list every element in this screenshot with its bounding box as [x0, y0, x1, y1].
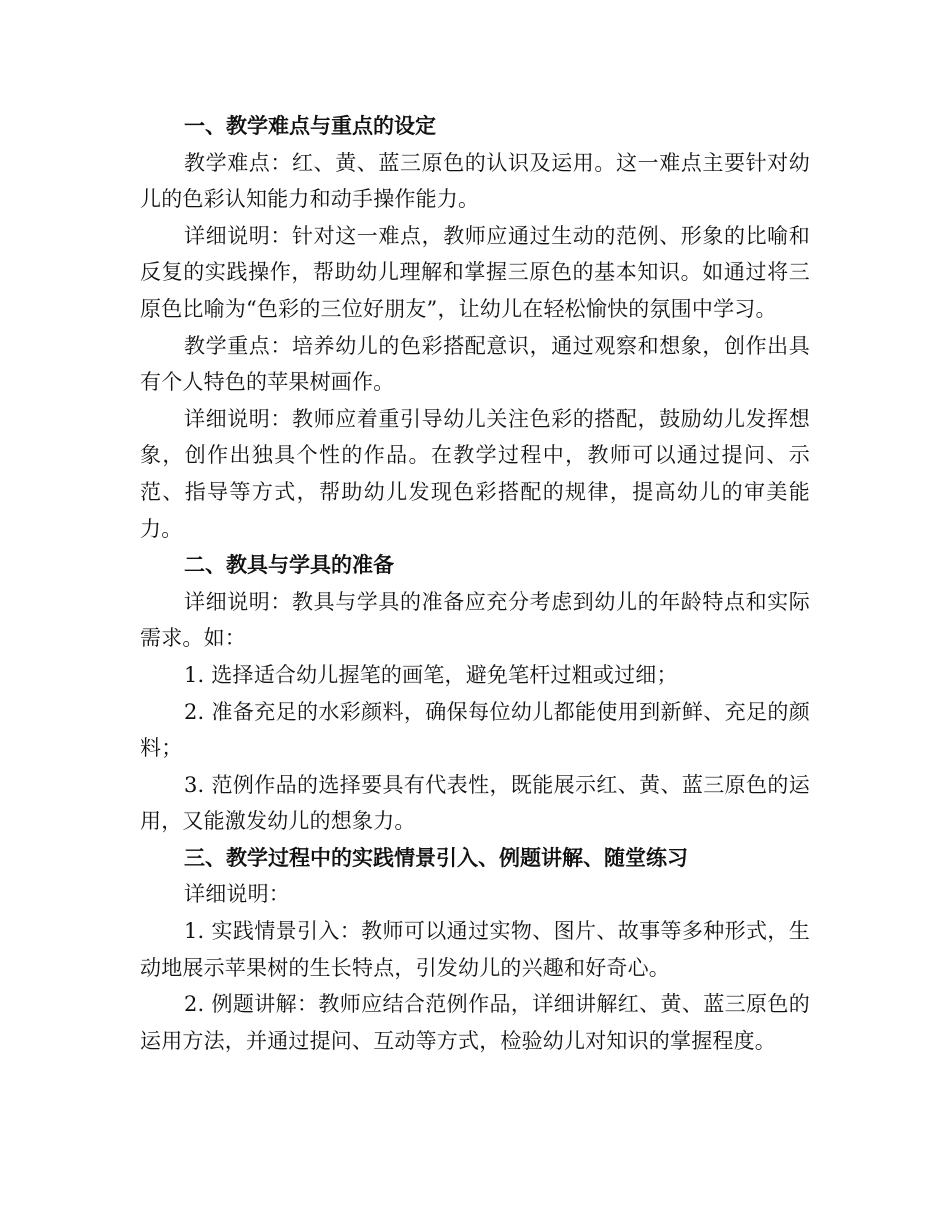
section-heading-1: 一、教学难点与重点的设定 [184, 113, 436, 138]
section-heading-3: 三、教学过程中的实践情景引入、例题讲解、随堂练习 [184, 844, 688, 870]
paragraph-focus: 教学重点：培养幼儿的色彩搭配意识，通过观察和想象，创作出具有个人特色的苹果树画作。 [140, 333, 810, 395]
paragraph-focus-detail: 详细说明：教师应着重引导幼儿关注色彩的搭配，鼓励幼儿发挥想象，创作出独具个性的作品。在教学过程中，教师可以通过提问、示范、指导等方式，帮助幼儿发现色彩搭配的规律，提高幼儿的审美能力。 [140, 406, 810, 541]
list-item-materials-3: 3. 范例作品的选择要具有代表性，既能展示红、黄、蓝三原色的运用，又能激发幼儿的想象力。 [140, 772, 810, 834]
document-body [140, 108, 810, 1059]
paragraph-difficulty-detail: 详细说明：针对这一难点，教师应通过生动的范例、形象的比喻和反复的实践操作，帮助幼儿理解和掌握三原色的基本知识。如通过将三原色比喻为“色彩的三位好朋友”，让幼儿在轻松愉快的氛围中学习。 [140, 223, 810, 321]
paragraph-process-detail: 详细说明： [184, 882, 290, 907]
paragraph-difficulty: 教学难点：红、黄、蓝三原色的认识及运用。这一难点主要针对幼儿的色彩认知能力和动手操作能力。 [140, 150, 810, 212]
list-item-materials-1: 1. 选择适合幼儿握笔的画笔，避免笔杆过粗或过细； [184, 662, 678, 687]
section-heading-2: 二、教具与学具的准备 [184, 552, 394, 578]
list-item-process-1: 1. 实践情景引入：教师可以通过实物、图片、故事等多种形式，生动地展示苹果树的生长特点，引发幼儿的兴趣和好奇心。 [140, 919, 810, 980]
list-item-materials-2: 2. 准备充足的水彩颜料，确保每位幼儿都能使用到新鲜、充足的颜料； [140, 699, 810, 761]
paragraph-materials-detail: 详细说明：教具与学具的准备应充分考虑到幼儿的年龄特点和实际需求。如： [140, 589, 810, 651]
list-item-process-2: 2. 例题讲解：教师应结合范例作品，详细讲解红、黄、蓝三原色的运用方法，并通过提问、互动等方式，检验幼儿对知识的掌握程度。 [140, 992, 810, 1053]
